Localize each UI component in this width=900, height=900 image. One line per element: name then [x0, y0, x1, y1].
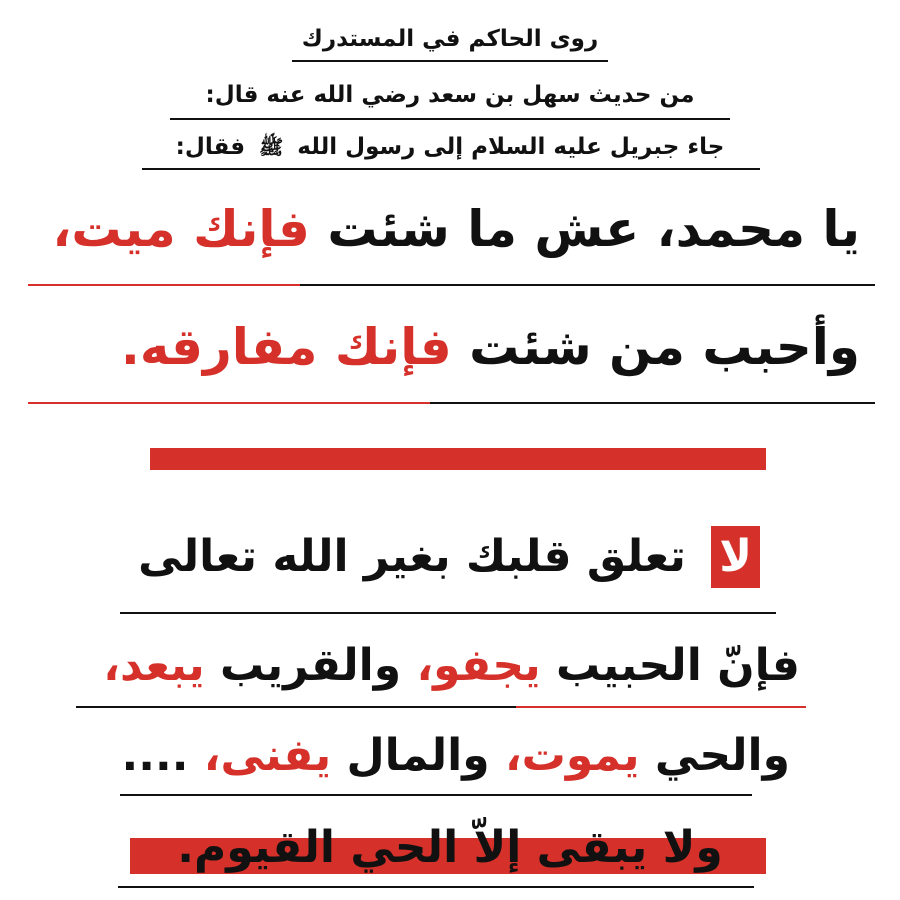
header-rule-3	[142, 168, 760, 170]
advice-rule-1	[120, 612, 776, 614]
advice-line-4: ولا يبقى إلاّ الحي القيوم.	[177, 822, 723, 873]
header-line-3: جاء جبريل عليه السلام إلى رسول الله ﷺ فقال:	[175, 134, 725, 160]
advice-line-3: والحي يموت، والمال يفنى، ....	[121, 730, 790, 781]
quote-line-1: يا محمد، عش ما شئت فإنك ميت،	[52, 200, 860, 258]
header-rule-1	[292, 60, 608, 62]
divider-bar	[150, 448, 766, 470]
header-rule-2	[170, 118, 730, 120]
header-line-1: روى الحاكم في المستدرك	[301, 26, 599, 52]
advice-rule-2-dark	[76, 706, 516, 708]
advice-rule-4	[118, 886, 754, 888]
quote-rule-1-dark	[300, 284, 875, 286]
header-line-2: من حديث سهل بن سعد رضي الله عنه قال:	[205, 82, 695, 108]
advice-line-2: فإنّ الحبيب يجفو، والقريب يبعد،	[103, 640, 800, 691]
advice-line-1: لا تعلق قلبك بغير الله تعالى	[138, 526, 760, 588]
salawat-glyph: ﷺ	[259, 135, 284, 159]
quote-rule-2-dark	[430, 402, 875, 404]
la-badge: لا	[711, 526, 760, 588]
advice-rule-3	[120, 794, 752, 796]
quote-line-2: وأحبب من شئت فإنك مفارقه.	[120, 318, 860, 376]
quote-rule-2-red	[28, 402, 430, 404]
advice-rule-2-red	[516, 706, 806, 708]
quote-rule-1-red	[28, 284, 300, 286]
